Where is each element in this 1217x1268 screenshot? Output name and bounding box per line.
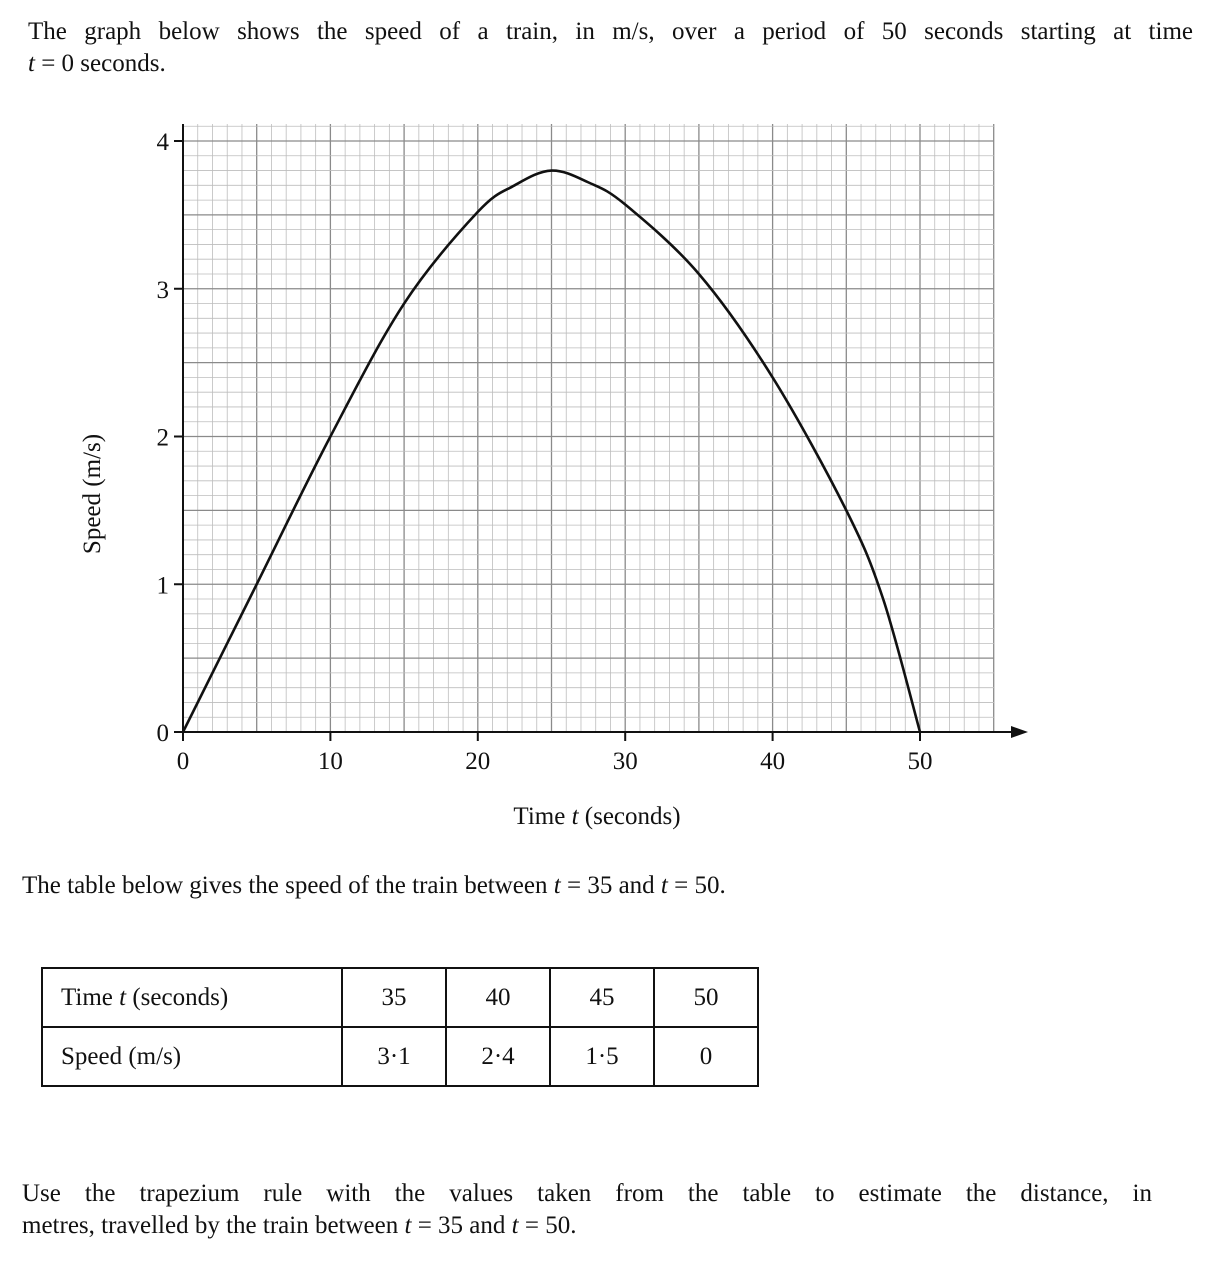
speed-header-cell: Speed (m/s) — [42, 1027, 342, 1086]
table-intro-var-2: t — [660, 872, 668, 899]
question-line-1: Use the trapezium rule with the values taken from the table to estimate the distance, in — [22, 1180, 1152, 1207]
intro-line-1: The graph below shows the speed of a train, in m/s, over a period of 50 seconds starting at time — [28, 18, 1193, 45]
table-intro-pre: The table below gives the speed of the train between — [22, 872, 554, 899]
speed-table — [41, 967, 759, 1087]
y-tick-label: 0 — [156, 720, 169, 747]
table-row-time — [42, 968, 758, 1027]
x-tick-label: 10 — [317, 748, 343, 775]
x-tick-label: 50 — [907, 748, 933, 775]
x-tick-label: 20 — [465, 748, 491, 775]
table-row-speed — [42, 1027, 758, 1086]
speed-cell: 2·4 — [446, 1027, 550, 1086]
y-tick-label: 4 — [156, 129, 169, 156]
x-axis-arrowhead — [1011, 726, 1028, 738]
table-intro-var-1: t — [553, 872, 561, 899]
intro-line-2-rest: = 0 seconds. — [34, 50, 166, 77]
time-cell: 40 — [446, 968, 550, 1027]
question-text — [22, 1178, 1152, 1242]
time-cell: 50 — [654, 968, 758, 1027]
question-line-2: metres, travelled by the train between t = 35 and t = 50. — [22, 1212, 577, 1239]
time-cell: 35 — [342, 968, 446, 1027]
y-tick-label: 1 — [156, 572, 169, 600]
chart-grid — [183, 124, 994, 732]
table-intro-post: = 50. — [667, 872, 726, 899]
x-tick-label: 0 — [176, 748, 190, 775]
y-tick-label: 2 — [156, 424, 169, 452]
time-header-cell: Time t (seconds) — [42, 968, 342, 1027]
y-tick-label: 3 — [156, 276, 169, 304]
table-intro-text — [22, 870, 1022, 902]
x-axis-label — [513, 803, 680, 830]
x-tick-label: 40 — [760, 748, 786, 775]
x-tick-label: 30 — [612, 748, 638, 775]
speed-cell: 3·1 — [342, 1027, 446, 1086]
x-axis-label-pre: Time — [513, 803, 572, 830]
time-cell: 45 — [550, 968, 654, 1027]
x-axis-label-var: t — [571, 803, 579, 830]
y-axis-label: Speed (m/s) — [79, 433, 106, 555]
speed-cell: 1·5 — [550, 1027, 654, 1086]
intro-var-t: t — [28, 50, 35, 77]
table-intro-mid: = 35 and — [560, 872, 661, 899]
speed-cell: 0 — [654, 1027, 758, 1086]
x-axis-label-post: (seconds) — [578, 803, 681, 830]
chart-axes — [183, 124, 1028, 738]
